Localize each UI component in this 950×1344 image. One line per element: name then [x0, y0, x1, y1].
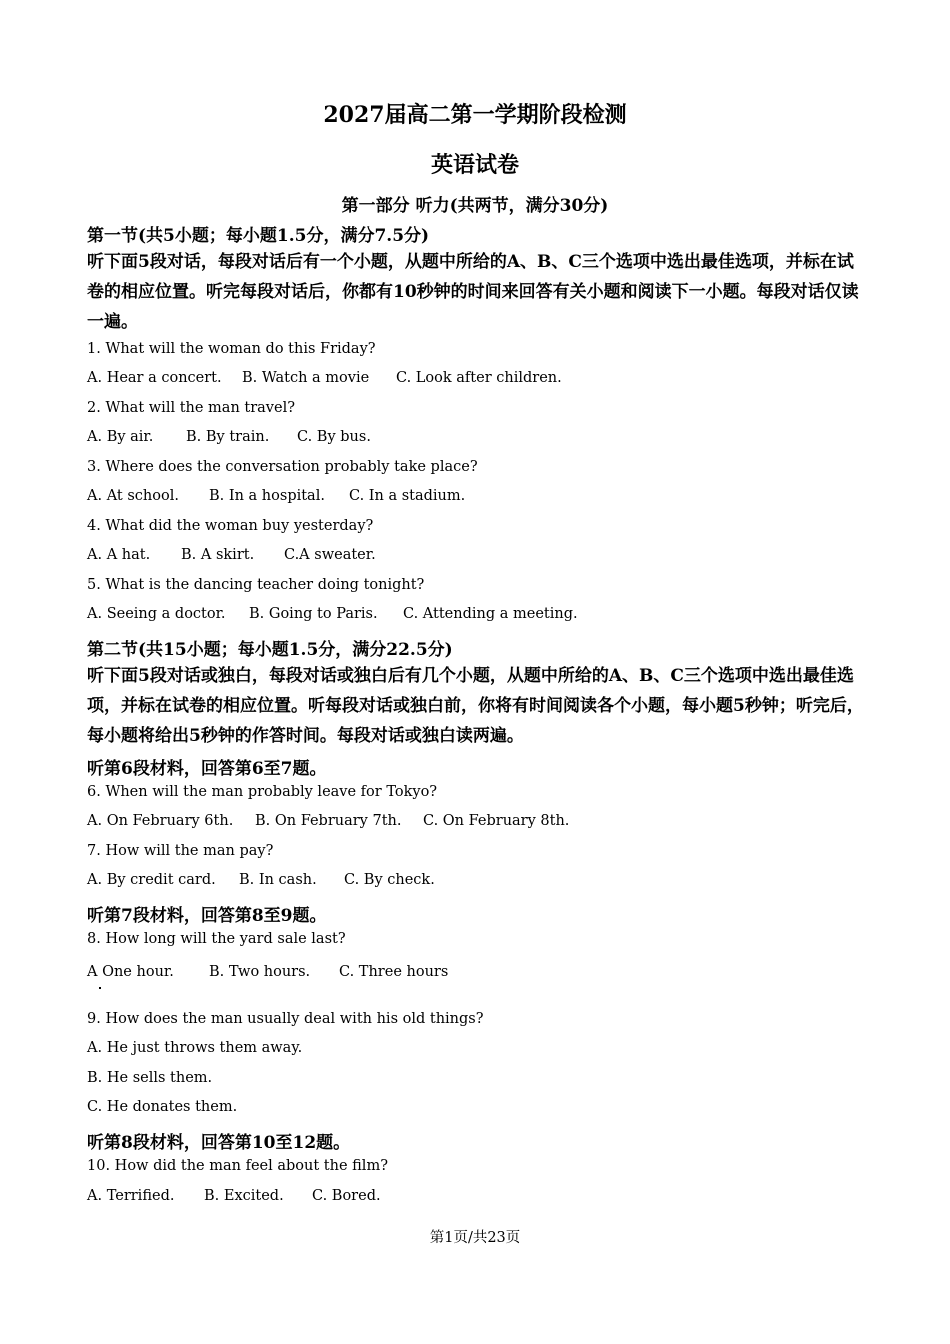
option-b: B. Excited.	[204, 1188, 284, 1204]
material-6-heading: 听第6段材料，回答第6至7题。	[87, 759, 327, 779]
option-a: A. At school.	[87, 488, 179, 504]
options-1	[87, 370, 562, 386]
stray-dot	[99, 987, 101, 989]
option-a: A One hour.	[87, 964, 174, 980]
option-b: B. Watch a movie	[242, 370, 370, 386]
page-footer: 第1页/共23页	[429, 1230, 521, 1246]
exam-subtitle: 英语试卷	[430, 152, 519, 178]
option-c: C. Three hours	[339, 964, 449, 980]
question-3: 3. Where does the conversation probably take place?	[87, 459, 478, 475]
material-8-heading: 听第8段材料，回答第10至12题。	[87, 1133, 351, 1153]
question-5: 5. What is the dancing teacher doing tonight?	[87, 577, 425, 593]
option-b: B. By train.	[186, 429, 270, 445]
option-9a: A. He just throws them away.	[87, 1040, 303, 1056]
option-b: B. In a hospital.	[209, 488, 325, 504]
question-4: 4. What did the woman buy yesterday?	[87, 518, 374, 534]
option-c: C. Bored.	[312, 1188, 381, 1204]
section2-instructions: 听下面5段对话或独白，每段对话或独白后有几个小题，从题中所给的A、B、C三个选项中选出最佳选项，并标在试卷的相应位置。听每段对话或独白前，你将有时间阅读各个小题，每小题5秒钟；听完后，每小题将给出5秒钟的作答时间。每段对话或独白读两遍。	[87, 666, 864, 746]
option-a: A. A hat.	[87, 547, 151, 563]
option-a: A. Terrified.	[87, 1188, 175, 1204]
option-a: A. Seeing a doctor.	[87, 606, 226, 622]
option-a: A. By credit card.	[87, 872, 216, 888]
option-c: C. On February 8th.	[423, 813, 570, 829]
section1-instructions: 听下面5段对话，每段对话后有一个小题，从题中所给的A、B、C三个选项中选出最佳选项，并标在试卷的相应位置。听完每段对话后，你都有10秒钟的时间来回答有关小题和阅读下一小题。每段对话仅读一遍。	[87, 252, 859, 332]
part-heading: 第一部分 听力(共两节，满分30分)	[341, 196, 609, 216]
option-c: C.A sweater.	[284, 547, 376, 563]
exam-title: 2027届高二第一学期阶段检测	[323, 102, 627, 128]
options-8	[87, 964, 448, 980]
question-1: 1. What will the woman do this Friday?	[87, 341, 376, 357]
options-4	[87, 547, 376, 563]
options-5	[87, 606, 578, 622]
option-c: C. By bus.	[297, 429, 371, 445]
option-a: A. By air.	[87, 429, 154, 445]
question-2: 2. What will the man travel?	[87, 400, 295, 416]
option-b: B. Going to Paris.	[249, 606, 378, 622]
option-c: C. Attending a meeting.	[403, 606, 578, 622]
option-a: A. Hear a concert.	[87, 370, 222, 386]
question-9: 9. How does the man usually deal with his old things?	[87, 1011, 484, 1027]
option-c: C. By check.	[344, 872, 435, 888]
section2-heading: 第二节(共15小题；每小题1.5分，满分22.5分)	[87, 640, 453, 660]
options-7	[87, 872, 435, 888]
option-c: C. Look after children.	[396, 370, 562, 386]
options-2	[87, 429, 371, 445]
question-8: 8. How long will the yard sale last?	[87, 931, 346, 947]
option-b: B. A skirt.	[181, 547, 255, 563]
option-b: B. In cash.	[239, 872, 317, 888]
material-7-heading: 听第7段材料，回答第8至9题。	[87, 906, 327, 926]
question-6: 6. When will the man probably leave for Tokyo?	[87, 784, 438, 800]
options-6	[87, 813, 569, 829]
option-9c: C. He donates them.	[87, 1099, 238, 1115]
option-a: A. On February 6th.	[87, 813, 234, 829]
option-9b: B. He sells them.	[87, 1070, 213, 1086]
options-3	[87, 488, 465, 504]
options-10	[87, 1188, 381, 1204]
question-7: 7. How will the man pay?	[87, 843, 274, 859]
option-b: B. On February 7th.	[255, 813, 402, 829]
section1-heading: 第一节(共5小题；每小题1.5分，满分7.5分)	[87, 226, 430, 246]
option-c: C. In a stadium.	[349, 488, 466, 504]
question-10: 10. How did the man feel about the film?	[87, 1158, 388, 1174]
option-b: B. Two hours.	[209, 964, 311, 980]
